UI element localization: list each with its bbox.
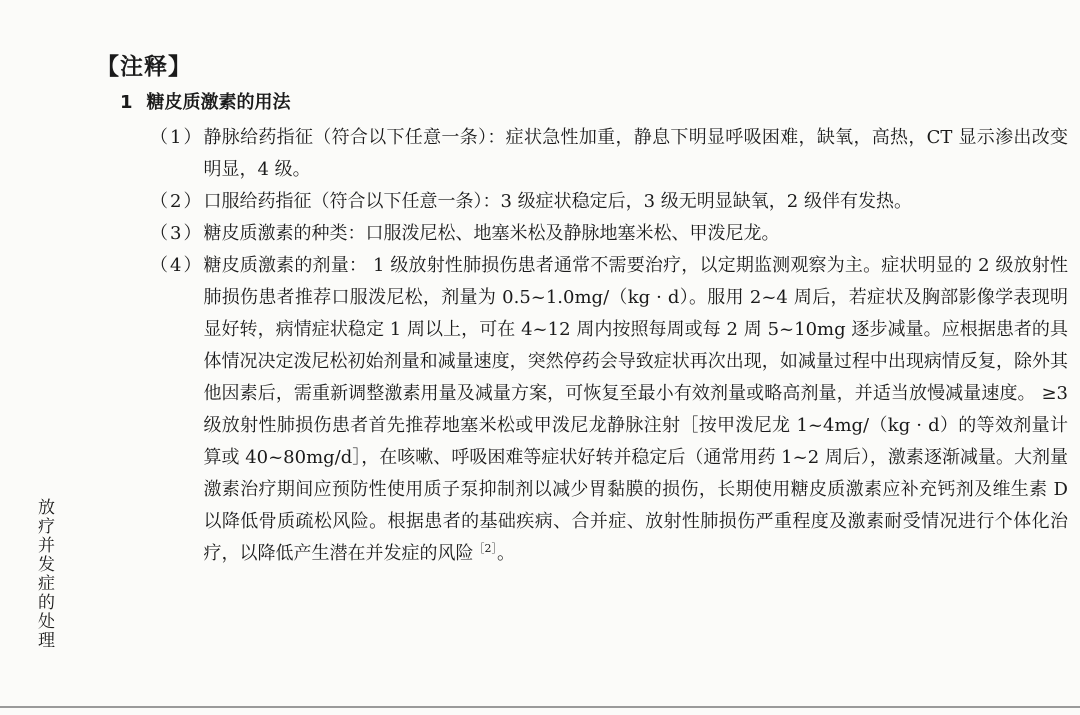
item-marker: （2）	[150, 191, 204, 212]
list-item	[150, 186, 1068, 218]
chapter-side-label: 放疗并发症的处理	[34, 498, 54, 650]
list-item	[150, 122, 1068, 186]
citation-reference: ［2］	[473, 542, 497, 555]
item-text: 口服给药指征（符合以下任意一条）：3 级症状稳定后，3 级无明显缺氧，2 级伴有发热。	[203, 191, 912, 212]
section-heading: 【注释】	[96, 54, 192, 80]
subsection-title: 糖皮质激素的用法	[146, 92, 291, 113]
subsection-heading	[120, 88, 291, 114]
item-text: 静脉给药指征（符合以下任意一条）：症状急性加重，静息下明显呼吸困难，缺氧，高热，CT 显示渗出改变明显，4 级。	[203, 127, 1068, 180]
item-text-container	[203, 250, 1068, 570]
list-item	[150, 250, 1068, 570]
item-marker: （3）	[150, 223, 204, 244]
page-bottom-rule	[0, 706, 1080, 708]
subsection-number: 1	[120, 92, 133, 113]
item-text: 糖皮质激素的剂量： 1 级放射性肺损伤患者通常不需要治疗，以定期监测观察为主。症状明显的 2 级放射性肺损伤患者推荐口服泼尼松，剂量为 0.5~1.0mg/（kg · d）。服用 2~4 周后，若症状及胸部影像学表现明显好转，病情症状稳定 1 周以上，可在 4~12 周内按照每周或每 2 周 5~10mg 逐步减量。应根据患者的具体情况决定泼尼松初始剂量和减量速度，突然停药会导致症状再次出现，如减量过程中出现病情反复，除外其他因素后，需重新调整激素用量及减量方案，可恢复至最小有效剂量或略高剂量，并适当放慢减量速度。 ≥3 级放射性肺损伤患者首先推荐地塞米松或甲泼尼龙静脉注射［按甲泼尼龙 1~4mg/（kg · d）的等效剂量计算或 40~80mg/d］，在咳嗽、呼吸困难等症状好转并稳定后（通常用药 1~2 周后），激素逐渐减量。大剂量激素治疗期间应预防性使用质子泵抑制剂以减少胃黏膜的损伤，长期使用糖皮质激素应补充钙剂及维生素 D 以降低骨质疏松风险。根据患者的基础疾病、合并症、放射性肺损伤严重程度及激素耐受情况进行个体化治疗，以降低产生潜在并发症的风险	[203, 255, 1068, 564]
list-item	[150, 218, 1068, 250]
item-text-ending: 。	[496, 543, 515, 564]
item-marker: （1）	[150, 127, 204, 148]
item-marker: （4）	[150, 255, 204, 276]
item-text: 糖皮质激素的种类：口服泼尼松、地塞米松及静脉地塞米松、甲泼尼龙。	[203, 223, 780, 244]
annotation-list	[150, 122, 1068, 570]
